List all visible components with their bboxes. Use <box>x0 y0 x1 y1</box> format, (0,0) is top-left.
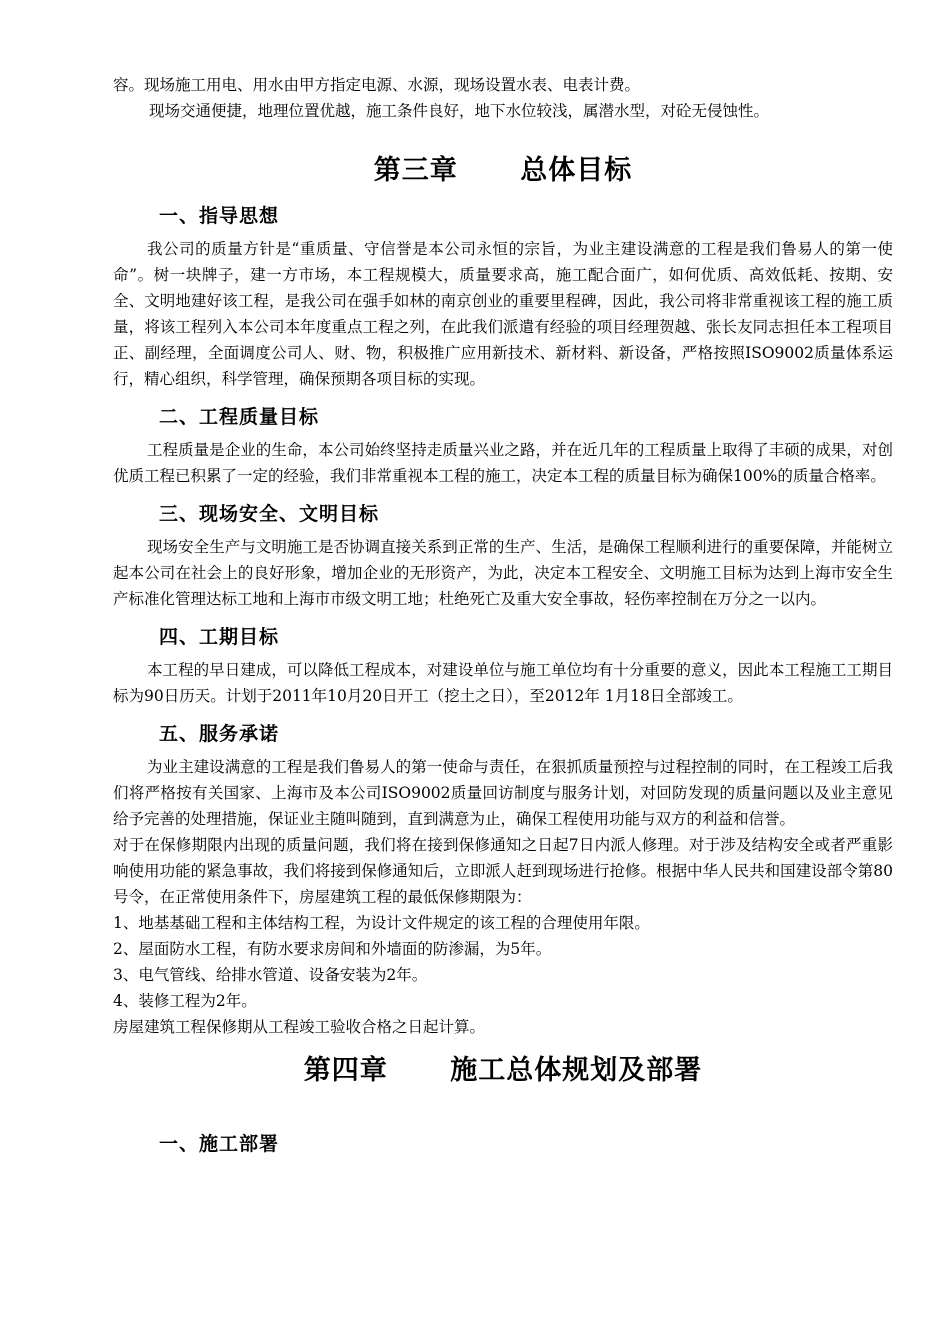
warranty-closing: 房屋建筑工程保修期从工程竣工验收合格之日起计算。 <box>113 1018 486 1036</box>
section-safety-target-heading: 三、现场安全、文明目标 <box>159 503 380 525</box>
chapter-3-title: 第三章 总体目标 <box>373 155 633 186</box>
section-guiding-thought-body: 我公司的质量方针是“重质量、守信誉是本公司永恒的宗旨，为业主建设满意的工程是我们鲁易人的第一使命”。树一块牌子，建一方市场，本工程规模大，质量要求高，施工配合面广，如何优质、高效低耗、按期、安全、文明地建好该工程，是我公司在强手如林的南京创业的重要里程碑，因此，我公司将非常重视该工程的施工质量，将该工程列入本公司本年度重点工程之列，在此我们派遣有经验的项目经理贺越、张长友同志担任本工程项目正、副经理，全面调度公司人、财、物，积极推广应用新技术、新材料、新设备，严格按照ISO9002质量体系运行，精心组织，科学管理，确保预期各项目标的实现。 <box>113 240 893 388</box>
section-quality-target-body: 工程质量是企业的生命，本公司始终坚持走质量兴业之路，并在近几年的工程质量上取得了丰硕的成果，对创优质工程已积累了一定的经验，我们非常重视本工程的施工，决定本工程的质量目标为确保100%的质量合格率。 <box>113 441 893 485</box>
document-page <box>113 72 893 1156</box>
section-deployment-heading: 一、施工部署 <box>159 1133 280 1155</box>
paragraph-site-conditions: 现场交通便捷，地理位置优越，施工条件良好，地下水位较浅，属潜水型，对砼无侵蚀性。 <box>149 102 770 120</box>
section-schedule-target-heading: 四、工期目标 <box>159 626 280 648</box>
section-quality-target-heading: 二、工程质量目标 <box>159 406 320 428</box>
section-safety-target-body: 现场安全生产与文明施工是否协调直接关系到正常的生产、生活，是确保工程顺利进行的重要保障，并能树立起本公司在社会上的良好形象，增加企业的无形资产，为此，决定本工程安全、文明施工目标为达到上海市安全生产标准化管理达标工地和上海市市级文明工地；杜绝死亡及重大安全事故，轻伤率控制在万分之一以内。 <box>113 538 893 608</box>
paragraph-site-utilities: 容。现场施工用电、用水由甲方指定电源、水源，现场设置水表、电表计费。 <box>113 76 641 94</box>
section-service-commitment-body: 为业主建设满意的工程是我们鲁易人的第一使命与责任，在狠抓质量预控与过程控制的同时，在工程竣工后我们将严格按有关国家、上海市及本公司ISO9002质量回访制度与服务计划，对回防发现的质量问题以及业主意见给予完善的处理措施，保证业主随叫随到，直到满意为止，确保工程使用功能与双方的利益和信誉。 <box>113 758 893 828</box>
chapter-4-title: 第四章 施工总体规划及部署 <box>303 1055 703 1086</box>
warranty-paragraph: 对于在保修期限内出现的质量问题，我们将在接到保修通知之日起7日内派人修理。对于涉及结构安全或者严重影响使用功能的紧急事故，我们将接到保修通知后，立即派人赶到现场进行抢修。根据中华人民共和国建设部令第80号令，在正常使用条件下，房屋建筑工程的最低保修期限为： <box>113 836 893 906</box>
section-guiding-thought-heading: 一、指导思想 <box>159 205 280 227</box>
warranty-item: 3、电气管线、给排水管道、设备安装为2年。 <box>113 966 428 984</box>
section-schedule-target-body: 本工程的早日建成，可以降低工程成本，对建设单位与施工单位均有十分重要的意义，因此本工程施工工期目标为90日历天。计划于2011年10月20日开工（挖土之日），至2012年 1月18日全部竣工。 <box>113 661 893 705</box>
warranty-item: 2、屋面防水工程，有防水要求房间和外墙面的防渗漏，为5年。 <box>113 940 552 958</box>
warranty-item: 4、装修工程为2年。 <box>113 992 257 1010</box>
warranty-item: 1、地基基础工程和主体结构工程，为设计文件规定的该工程的合理使用年限。 <box>113 914 650 932</box>
section-service-commitment-heading: 五、服务承诺 <box>159 723 280 745</box>
